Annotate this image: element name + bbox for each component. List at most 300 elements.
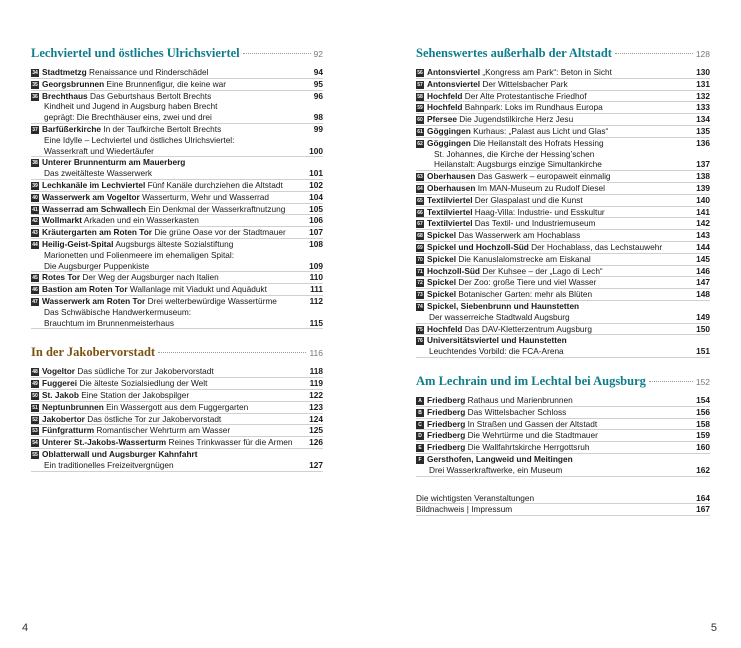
entry-page: 95 [313, 78, 323, 89]
entry-description: Der Glaspalast und die Kunst [472, 194, 583, 205]
entry-name: Spickel [427, 230, 457, 241]
section-page: 92 [313, 49, 323, 59]
entry-list [31, 366, 323, 471]
entry-page: 138 [696, 171, 710, 182]
number-badge: 75 [417, 326, 423, 333]
toc-entry [31, 272, 323, 284]
entry-description: Die Wallfahrtskirche Herrgottsruh [465, 442, 590, 453]
entry-page: 145 [696, 253, 710, 264]
toc-entry [416, 335, 710, 346]
toc-entry [416, 301, 710, 312]
entry-name: Heilig-Geist-Spital [42, 238, 114, 249]
entry-description: Die Jugendstilkirche Herz Jesu [456, 114, 574, 125]
entry-page: 146 [696, 265, 710, 276]
entry-page: 148 [696, 289, 710, 300]
toc-entry [31, 414, 323, 426]
toc-entry [416, 430, 710, 442]
entry-description: In Straßen und Gassen der Altstadt [465, 418, 598, 429]
number-badge: D [416, 432, 424, 440]
number-badge: 45 [32, 275, 38, 282]
entry-name: Oblatterwall und Augsburger Kahnfahrt [42, 448, 198, 459]
toc-entry [416, 266, 710, 278]
entry-list [416, 395, 710, 477]
entry-description: Die grüne Oase vor der Stadtmauer [152, 227, 286, 238]
entry-page: 144 [696, 241, 710, 252]
toc-entry [31, 79, 323, 91]
entry-page: 135 [696, 125, 710, 136]
entry-name: Wasserwerk am Vogeltor [42, 191, 140, 202]
entry-name: Pfersee [427, 114, 457, 125]
entry-description: Die älteste Sozialsiedlung der Welt [77, 378, 208, 389]
number-badge: 43 [32, 230, 38, 237]
entry-name: Göggingen [427, 125, 471, 136]
toc-entry [31, 146, 323, 158]
toc-entry [31, 402, 323, 414]
number-badge: 60 [417, 117, 423, 124]
entry-description: geprägt: Die Brechthäuser eins, zwei und drei [44, 112, 212, 123]
toc-entry [416, 442, 710, 454]
number-badge: 56 [417, 70, 423, 76]
entry-name: Hochzoll-Süd [427, 265, 481, 276]
entry-description: Romantischer Wehrturm am Wasser [94, 425, 231, 436]
entry-page: 158 [696, 418, 710, 429]
toc-entry [31, 425, 323, 437]
entry-page: 136 [696, 137, 710, 148]
entry-page: 162 [696, 464, 710, 475]
entry-description: Das DAV-Kletterzentrum Augsburg [462, 323, 592, 334]
extra-page: 164 [696, 492, 710, 503]
entry-description: Das Gaswerk – europaweit einmalig [475, 171, 611, 182]
entry-name: Wollmarkt [42, 215, 82, 226]
entry-list [31, 67, 323, 329]
entry-name: Vogeltor [42, 366, 76, 377]
number-badge: A [416, 397, 424, 405]
entry-page: 140 [696, 194, 710, 205]
entry-name: Lechkanäle im Lechviertel [42, 179, 146, 190]
entry-name: Neptunbrunnen [42, 401, 104, 412]
entry-name: Unterer St.-Jakobs-Wasserturm [42, 437, 167, 448]
toc-entry [416, 254, 710, 266]
entry-page: 98 [313, 112, 323, 123]
entry-name: Hochfeld [427, 90, 463, 101]
toc-entry [31, 390, 323, 402]
entry-page: 132 [696, 90, 710, 101]
number-badge: 40 [32, 194, 38, 201]
number-badge: 69 [417, 244, 423, 251]
number-badge: 54 [32, 440, 38, 447]
entry-name: Spickel, Siebenbrunn und Haunstetten [427, 300, 580, 311]
entry-name: Barfüßerkirche [42, 123, 102, 134]
entry-name: Spickel und Hochzoll-Süd [427, 241, 529, 252]
entry-page: 159 [696, 430, 710, 441]
entry-description: Die Augsburger Puppenkiste [44, 260, 150, 271]
number-badge: F [416, 456, 424, 464]
entry-page: 125 [309, 425, 323, 436]
entry-description: Der Alte Protestantische Friedhof [462, 90, 587, 101]
entry-name: Kräutergarten am Roten Tor [42, 227, 153, 238]
toc-entry [31, 67, 323, 79]
entry-page: 112 [309, 295, 323, 306]
entry-description: Ein Denkmal der Wasserkraftnutzung [145, 203, 286, 214]
entry-description: Heilanstalt: Augsburgs einzige Simultankirche [434, 159, 602, 170]
entry-description: Das Geburtshaus Bertolt Brechts [87, 90, 212, 101]
number-badge: 76 [417, 338, 423, 345]
entry-page: 101 [309, 168, 323, 179]
number-badge: 59 [417, 105, 423, 112]
toc-entry [416, 277, 710, 289]
extras-list [416, 493, 710, 517]
number-badge: 51 [32, 404, 38, 411]
entry-description: Augsburgs älteste Sozialstiftung [113, 238, 234, 249]
entry-name: Spickel [427, 277, 457, 288]
entry-page: 123 [309, 401, 323, 412]
entry-page: 109 [309, 260, 323, 271]
toc-entry [416, 242, 710, 254]
leader-dots [615, 53, 693, 54]
right-column [416, 46, 710, 516]
toc-entry [416, 102, 710, 114]
entry-description: Der Weg der Augsburger nach Italien [80, 272, 219, 283]
number-badge: 65 [417, 197, 423, 204]
number-badge: 74 [417, 303, 423, 310]
entry-page: 149 [696, 311, 710, 322]
entry-page: 124 [309, 413, 323, 424]
section-heading [416, 46, 710, 61]
entry-description: Der Kuhsee – der „Lago di Lech“ [480, 265, 603, 276]
entry-description: Kurhaus: „Palast aus Licht und Glas“ [470, 125, 609, 136]
toc-entry [31, 168, 323, 180]
entry-name: Bastion am Roten Tor [42, 284, 128, 295]
toc-entry [31, 112, 323, 124]
entry-name: Universitätsviertel und Haunstetten [427, 335, 567, 346]
entry-name: Friedberg [427, 430, 466, 441]
entry-page: 126 [309, 437, 323, 448]
entry-description: Ein Wassergott aus dem Fuggergarten [103, 401, 249, 412]
leader-dots [649, 381, 693, 382]
entry-description: Bahnpark: Loks im Rundhaus Europa [462, 102, 603, 113]
toc-entry [31, 307, 323, 318]
toc-extra-entry [416, 504, 710, 516]
entry-description: Das Textil- und Industriemuseum [472, 218, 596, 229]
number-badge: 37 [32, 126, 38, 133]
entry-description: Das Wittelsbacher Schloss [465, 406, 567, 417]
entry-description: Der wasserreiche Stadtwald Augsburg [429, 311, 570, 322]
entry-description: St. Johannes, die Kirche der Hessing’schen [434, 148, 595, 159]
entry-description: Eine Brunnenfigur, die keine war [104, 78, 226, 89]
number-badge: 67 [417, 221, 423, 228]
toc-entry [416, 395, 710, 407]
entry-description: Rathaus und Marienbrunnen [465, 394, 573, 405]
toc-entry [416, 183, 710, 195]
page-number-left: 4 [22, 622, 29, 634]
number-badge: 55 [32, 451, 38, 458]
entry-page: 118 [309, 366, 323, 377]
entry-page: 127 [309, 459, 323, 470]
entry-name: Wasserrad am Schwallech [42, 203, 146, 214]
entry-page: 115 [309, 317, 323, 328]
toc-entry [31, 378, 323, 390]
toc-entry [416, 79, 710, 91]
entry-name: Rotes Tor [42, 272, 81, 283]
number-badge: 68 [417, 233, 423, 240]
toc-section [31, 345, 323, 471]
toc-entry [416, 114, 710, 126]
entry-name: Stadtmetzg [42, 67, 87, 77]
entry-description: Das südliche Tor zur Jakobervorstadt [75, 366, 214, 377]
entry-page: 133 [696, 102, 710, 113]
toc-entry [31, 204, 323, 216]
toc-entry [416, 171, 710, 183]
entry-description: Ein traditionelles Freizeitvergnügen [44, 459, 174, 470]
entry-list [416, 67, 710, 358]
entry-description: Das Wasserwerk am Hochablass [456, 230, 581, 241]
entry-page: 119 [309, 378, 323, 389]
toc-entry [31, 124, 323, 135]
entry-name: Spickel [427, 253, 457, 264]
entry-description: Eine Idylle – Lechviertel und östliches Ulrichsviertel: [44, 134, 235, 145]
toc-entry [416, 407, 710, 419]
toc-entry [416, 454, 710, 465]
entry-name: Brechthaus [42, 90, 88, 101]
entry-description: Renaissance und Rinderschädel [86, 67, 209, 77]
number-badge: 46 [32, 287, 38, 294]
entry-page: 105 [309, 203, 323, 214]
toc-entry [416, 67, 710, 79]
entry-page: 137 [696, 159, 710, 170]
entry-description: Wasserturm, Wehr und Wasserrad [139, 191, 270, 202]
number-badge: 39 [32, 182, 38, 189]
section-title: Am Lechrain und im Lechtal bei Augsburg [416, 373, 646, 388]
toc-entry [31, 157, 323, 168]
number-badge: 41 [32, 206, 38, 213]
entry-page: 130 [696, 67, 710, 77]
toc-entry [416, 230, 710, 242]
entry-description: In der Taufkirche Bertolt Brechts [101, 123, 222, 134]
entry-page: 110 [309, 272, 323, 283]
entry-name: Hochfeld [427, 323, 463, 334]
toc-extra-entry [416, 493, 710, 505]
toc-entry [31, 91, 323, 102]
entry-description: Das zweitälteste Wasserwerk [44, 168, 153, 179]
number-badge: 50 [32, 392, 38, 399]
entry-description: Der Zoo: große Tiere und viel Wasser [456, 277, 597, 288]
toc-entry [416, 419, 710, 431]
entry-description: Wasserkraft und Wiedertäufer [44, 145, 154, 156]
entry-description: Der Wittelsbacher Park [480, 78, 568, 89]
entry-name: Friedberg [427, 442, 466, 453]
toc-entry [31, 437, 323, 449]
number-badge: 63 [417, 174, 423, 181]
entry-description: Die Heilanstalt des Hofrats Hessing [470, 137, 604, 148]
toc-entry [31, 449, 323, 460]
entry-name: Fünfgratturm [42, 425, 95, 436]
entry-description: „Kongress am Park“: Beton in Sicht [480, 67, 612, 77]
toc-entry [416, 207, 710, 219]
toc-entry [31, 239, 323, 250]
entry-description: Arkaden und ein Wasserkasten [81, 215, 199, 226]
entry-page: 122 [309, 389, 323, 400]
toc-entry [31, 318, 323, 330]
entry-page: 142 [696, 218, 710, 229]
entry-description: Das Schwäbische Handwerkermuseum: [44, 306, 192, 317]
number-badge: 47 [32, 298, 38, 305]
entry-description: Reines Trinkwasser für die Armen [166, 437, 293, 448]
section-title: In der Jakobervorstadt [31, 345, 156, 360]
entry-description: Leuchtendes Vorbild: die FCA-Arena [429, 346, 564, 357]
number-badge: 49 [32, 381, 38, 388]
entry-description: Brauchtum im Brunnenmeisterhaus [44, 317, 175, 328]
entry-name: Friedberg [427, 406, 466, 417]
entry-page: 131 [696, 78, 710, 89]
toc-entry [31, 296, 323, 307]
number-badge: 44 [32, 241, 38, 248]
entry-page: 139 [696, 182, 710, 193]
entry-page: 111 [310, 284, 323, 295]
entry-name: Göggingen [427, 137, 471, 148]
entry-description: Eine Station der Jakobspilger [78, 389, 190, 400]
number-badge: 35 [32, 81, 38, 88]
entry-description: Die Kanuslalomstrecke am Eiskanal [456, 253, 591, 264]
entry-description: Fünf Kanäle durchziehen die Altstadt [145, 179, 283, 190]
toc-entry [416, 218, 710, 230]
entry-name: St. Jakob [42, 389, 79, 400]
number-badge: 38 [32, 160, 38, 167]
entry-page: 151 [696, 346, 710, 357]
section-heading [416, 374, 710, 389]
entry-name: Friedberg [427, 418, 466, 429]
number-badge: 72 [417, 280, 423, 287]
entry-page: 94 [313, 67, 323, 77]
entry-description: Kindheit und Jugend in Augsburg haben Brecht [44, 101, 218, 112]
toc-entry [31, 192, 323, 204]
entry-name: Wasserwerk am Roten Tor [42, 295, 146, 306]
entry-page: 160 [696, 442, 710, 453]
number-badge: 52 [32, 416, 38, 423]
entry-name: Spickel [427, 289, 457, 300]
number-badge: 73 [417, 292, 423, 299]
entry-name: Antonsviertel [427, 78, 481, 89]
entry-description: Die Wehrtürme und die Stadtmauer [465, 430, 598, 441]
number-badge: 42 [32, 218, 38, 225]
entry-name: Fuggerei [42, 378, 78, 389]
extra-page: 167 [696, 504, 710, 515]
toc-entry [31, 135, 323, 146]
section-title: Lechviertel und östliches Ulrichsviertel [31, 46, 240, 60]
toc-entry [416, 91, 710, 103]
entry-description: Marionetten und Folienmeere im ehemaligen Spital: [44, 249, 235, 260]
entry-name: Textilviertel [427, 194, 473, 205]
toc-entry [416, 346, 710, 358]
toc-entry [416, 159, 710, 171]
toc-entry [416, 138, 710, 149]
entry-page: 106 [309, 215, 323, 226]
entry-page: 108 [309, 238, 323, 249]
leader-dots [243, 53, 311, 54]
entry-name: Textilviertel [427, 206, 473, 217]
number-badge: B [416, 409, 424, 417]
number-badge: 70 [417, 256, 423, 263]
entry-description: Botanischer Garten: mehr als Blüten [456, 289, 593, 300]
entry-name: Gersthofen, Langweid und Meitingen [427, 453, 573, 464]
number-badge: E [416, 444, 424, 452]
entry-page: 156 [696, 406, 710, 417]
toc-section [31, 46, 323, 329]
leader-dots [158, 352, 306, 353]
section-heading [31, 345, 323, 360]
toc-section [416, 46, 710, 358]
entry-page: 147 [696, 277, 710, 288]
number-badge: 58 [417, 93, 423, 100]
left-column [31, 46, 323, 488]
entry-description: Im MAN-Museum zu Rudolf Diesel [475, 182, 605, 193]
entry-name: Oberhausen [427, 171, 476, 182]
section-page: 128 [695, 49, 710, 59]
toc-entry [31, 261, 323, 273]
toc-entry [31, 460, 323, 472]
entry-page: 99 [313, 123, 323, 134]
number-badge: C [416, 421, 424, 429]
entry-page: 102 [309, 179, 323, 190]
entry-page: 100 [309, 145, 323, 156]
toc-entry [31, 366, 323, 378]
extra-label: Bildnachweis | Impressum [416, 504, 513, 515]
toc-entry [416, 324, 710, 336]
entry-name: Friedberg [427, 394, 466, 405]
entry-description: Drei Wasserkraftwerke, ein Museum [429, 464, 563, 475]
extra-label: Die wichtigsten Veranstaltungen [416, 492, 535, 503]
number-badge: 53 [32, 428, 38, 435]
toc-entry [416, 289, 710, 301]
toc-entry [416, 195, 710, 207]
entry-name: Hochfeld [427, 102, 463, 113]
toc-entry [416, 312, 710, 324]
toc-section [416, 374, 710, 477]
entry-description: Das östliche Tor zur Jakobervorstadt [84, 413, 222, 424]
number-badge: 71 [417, 268, 423, 275]
number-badge: 61 [417, 128, 423, 135]
entry-page: 143 [696, 230, 710, 241]
number-badge: 57 [417, 81, 423, 88]
toc-entry [31, 250, 323, 261]
entry-name: Antonsviertel [427, 67, 481, 77]
entry-name: Georgsbrunnen [42, 78, 105, 89]
toc-entry [31, 101, 323, 112]
entry-description: Haag-Villa: Industrie- und Esskultur [472, 206, 605, 217]
entry-page: 154 [696, 394, 710, 405]
number-badge: 62 [417, 140, 423, 147]
entry-page: 134 [696, 114, 710, 125]
entry-description: Wallanlage mit Viadukt und Aquädukt [127, 284, 267, 295]
entry-name: Unterer Brunnenturm am Mauerberg [42, 157, 186, 168]
entry-page: 104 [309, 191, 323, 202]
page-number-right: 5 [710, 622, 717, 634]
number-badge: 34 [32, 70, 38, 76]
toc-entry [416, 149, 710, 160]
toc-entry [416, 465, 710, 477]
toc-entry [416, 126, 710, 138]
toc-entry [31, 180, 323, 192]
section-page: 116 [309, 348, 323, 359]
section-title: Sehenswertes außerhalb der Altstadt [416, 46, 612, 60]
entry-name: Oberhausen [427, 182, 476, 193]
toc-entry [31, 284, 323, 296]
section-page: 152 [695, 376, 710, 387]
entry-description: Der Hochablass, das Lechstauwehr [528, 241, 663, 252]
entry-page: 141 [696, 206, 710, 217]
entry-name: Jakobertor [42, 413, 85, 424]
number-badge: 64 [417, 185, 423, 192]
number-badge: 48 [32, 369, 38, 376]
